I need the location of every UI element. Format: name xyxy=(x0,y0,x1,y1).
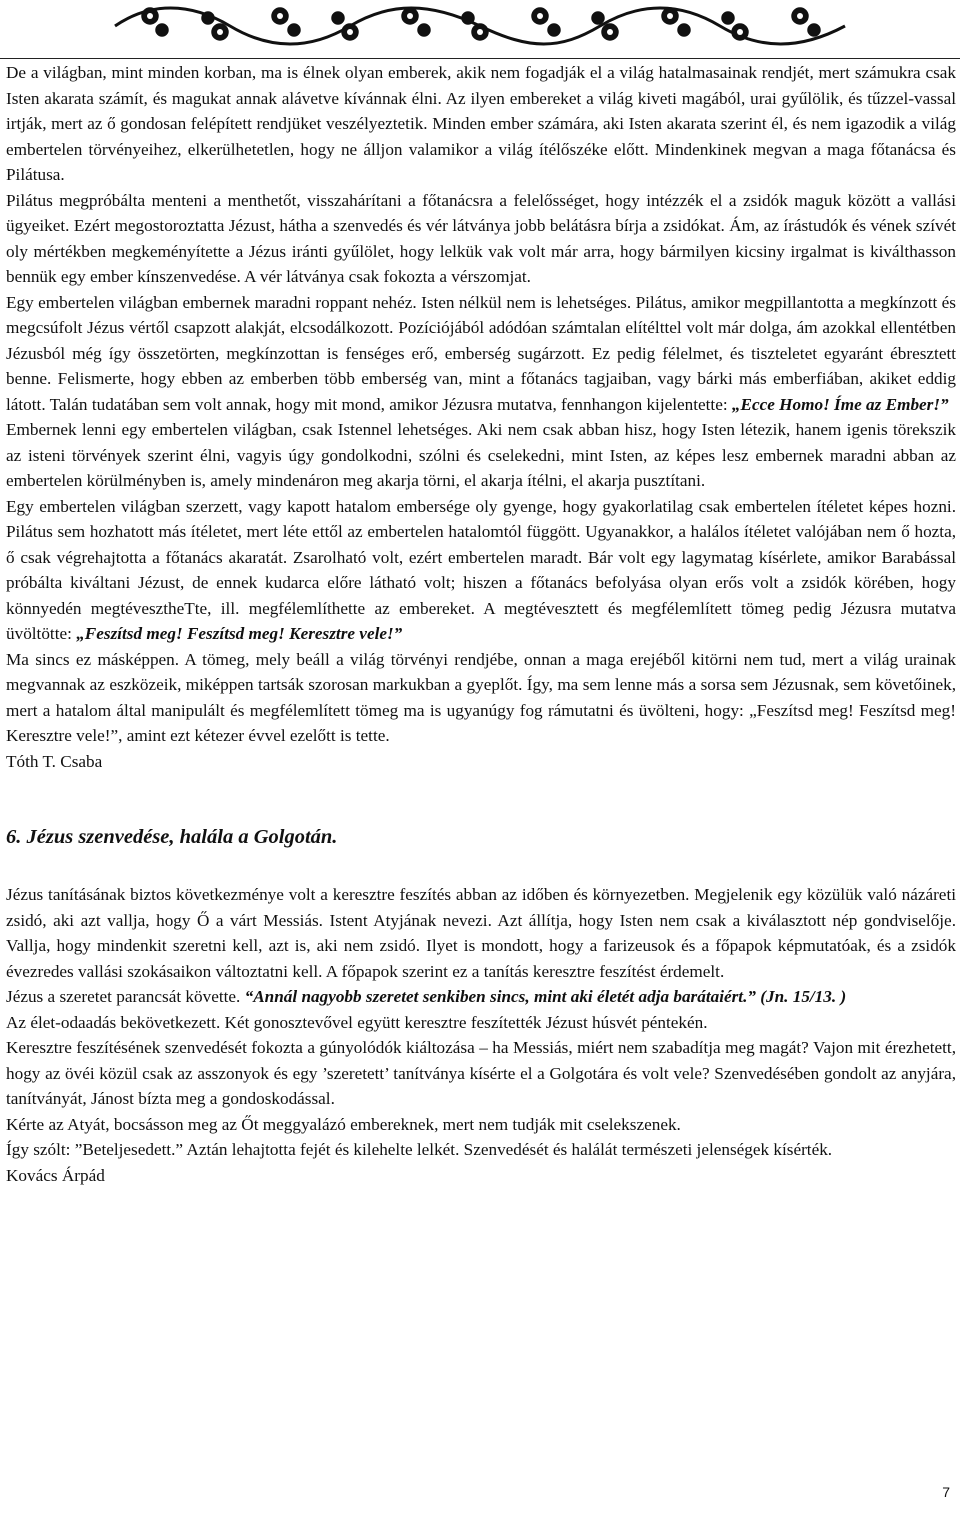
page-content xyxy=(6,60,956,1188)
author-signature: Tóth T. Csaba xyxy=(6,751,103,771)
paragraph: Az élet-odaadás bekövetkezett. Két gonosztevővel együtt keresztre feszítették Jézust húsvét péntekén. xyxy=(6,1012,708,1032)
paragraph: Ma sincs ez másképpen. A tömeg, mely beáll a világ törvényi rendjébe, onnan a maga erejéből kitörni nem tud, mert a világ urainak megvannak az eszközeik, miképpen tartsák szorosan markukban a gyeplőt. Így, ma sem lenne más a sorsa sem Jézusnak, sem követőinek, mert a hatalom által manipulált és megfélemlített tömeg ma is ugyanúgy fog rámutatni és üvölteni, hogy: „Feszítsd meg! Feszítsd meg! Keresztre vele!”, amint ezt kétezer évvel ezelőtt is tette. xyxy=(6,649,956,745)
paragraph: De a világban, mint minden korban, ma is élnek olyan emberek, akik nem fogadják el a világ hatalmasainak rendjét, mert számukra csak Isten akarata számít, és magukat annak alávetve kívánnak élni. Az ilyen embereket a világ kiveti magából, urai gyűlölik, és tűzzel-vassal irtják, mert az ő gondosan felépített rendjüket veszélyeztetik. Minden ember számára, aki Isten akarata szerint él, és nem igazodik a világ embertelen törvényeihez, elkerülhetetlen, hogy ne álljon valamikor a világ ítélőszéke előtt. Mindenkinek megvan a maga főtanácsa és Pilátusa. xyxy=(6,63,956,184)
floral-ornament xyxy=(110,0,850,52)
author-signature: Kovács Árpád xyxy=(6,1165,105,1185)
paragraph: Jézus tanításának biztos következménye volt a keresztre feszítés abban az időben és környezetben. Megjelenik egy közülük való názáreti zsidó, aki azt vallja, hogy Ő a várt Messiás. Istent Atyjának nevezi. Azt állítja, hogy Isten nem csak a kiválasztott nép gondviselője. Vallja, hogy mindenkit szeretni kell, azt is, aki nem zsidó. Ilyet is mondott, hogy a farizeusok és a főpapok képmutatóak, és a zsidók évezredes vallási szokásaikon változtatni kell. A főpapok szerint ez a tanítás keresztre feszítést érdemelt. xyxy=(6,885,956,981)
paragraph-text: Jézus a szeretet parancsát követte. xyxy=(6,987,245,1006)
bible-quote: “Annál nagyobb szeretet senkiben sincs, mint aki életét adja barátaiért.” (Jn. 15/13. ) xyxy=(244,987,847,1006)
header-rule xyxy=(0,58,960,59)
paragraph: Kérte az Atyát, bocsásson meg az Őt meggyalázó embereknek, mert nem tudják mit cselekszenek. xyxy=(6,1114,681,1134)
paragraph: Pilátus megpróbálta menteni a menthetőt, visszahárítani a főtanácsra a felelősséget, hogy intézzék el a zsidók maguk között a vallási ügyeiket. Ezért megostoroztatta Jézust, hátha a szenvedés és vér látványa jobb belátásra bírja a zsidókat. Ám, az írástudók és vének szívét oly mértékben megkeményítette a Jézus iránti gyűlölet, hogy lelkük vak volt már arra, hogy bármilyen kicsiny irgalmat is kiválthasson bennük egy ember kínszenvedése. A vér látványa csak fokozta a vérszomjat. xyxy=(6,190,956,286)
quote: „Ecce Homo! Íme az Ember!” xyxy=(731,394,949,414)
article-heading: 6. Jézus szenvedése, halála a Golgotán. xyxy=(6,826,338,848)
paragraph: Egy embertelen világban embernek maradni roppant nehéz. Isten nélkül nem is lehetséges. Pilátus, amikor megpillantotta a megkínzott és megcsúfolt Jézus vértől csapzott alakját, elcsodálkozott. Pozíciójából adódóan számtalan elítélttel volt már dolga, ám azokkal ellentétben Jézusból még így összetörten, megkínzottan is fenséges erő, emberség sugárzott. Ez pedig félelmet, és tiszteletet egyaránt ébresztett benne. Felismerte, hogy ebben az emberben több emberség van, mint a főtanács tagjaiban, vagy bárki más emberfiában, akiket eddig látott. Talán tudatában sem volt annak, hogy mit mond, amikor Jézusra mutatva, fennhangon kijelentette: „Ecce Homo! Íme az Ember!” xyxy=(6,292,956,414)
paragraph: Embernek lenni egy embertelen világban, csak Istennel lehetséges. Aki nem csak abban hisz, hogy Isten létezik, hanem igenis törekszik az isteni törvények szerint élni, vagyis úgy gondolkodni, szólni és cselekedni, mint Isten, az képes lesz embernek maradni abban az embertelen körülményben is, amely mindenáron meg akarja törni, el akarja ítélni, el akarja pusztítani. xyxy=(6,420,956,490)
page-number: 7 xyxy=(942,1484,950,1500)
quote: „Feszítsd meg! Feszítsd meg! Keresztre vele!” xyxy=(76,624,403,643)
paragraph: Így szólt: ”Beteljesedett.” Aztán lehajtotta fejét és kilehelte lelkét. Szenvedését és halálát természeti jelenségek kísérték. xyxy=(6,1140,833,1159)
paragraph xyxy=(6,984,956,1010)
paragraph: Egy embertelen világban szerzett, vagy kapott hatalom embersége oly gyenge, hogy gyakorlatilag csak embertelen ítéletet képes hozni. Pilátus sem hozhatott más ítéletet, mert léte ettől az embertelen hatalomtól függött. Ugyanakkor, a halálos ítéletet valójában nem ő hozta, ő csak végrehajtotta a főtanács akaratát. Zsarolható volt, ezért embertelen maradt. Bár volt egy lagymatag kísérlete, amikor Barabással próbálta kiváltani Jézust, de ennek kudarca előre látható volt; hiszen a főtanács befolyása olyan erős volt a zsidók körében, hogy könnyedén megtévesztheTte, ill. megfélemlíthette az embereket. A megtévesztett és megfélemlített tömeg pedig Jézusra mutatva üvöltötte: „Feszítsd meg! Feszítsd meg! Keresztre vele!” xyxy=(6,496,956,643)
article-golgota xyxy=(6,824,956,1188)
article-pilatus xyxy=(6,60,956,774)
paragraph: Keresztre feszítésének szenvedését fokozta a gúnyolódók kiáltozása – ha Messiás, miért nem szabadítja meg magát? Vajon mit érezhetett, hogy az övéi közül csak az asszonyok és egy ’szeretett’ tanítványa kísérte el a Golgotára és volt vele? Szenvedésében gondolt az anyjára, tanítványát, Jánost bízta meg a gondoskodással. xyxy=(6,1038,956,1108)
